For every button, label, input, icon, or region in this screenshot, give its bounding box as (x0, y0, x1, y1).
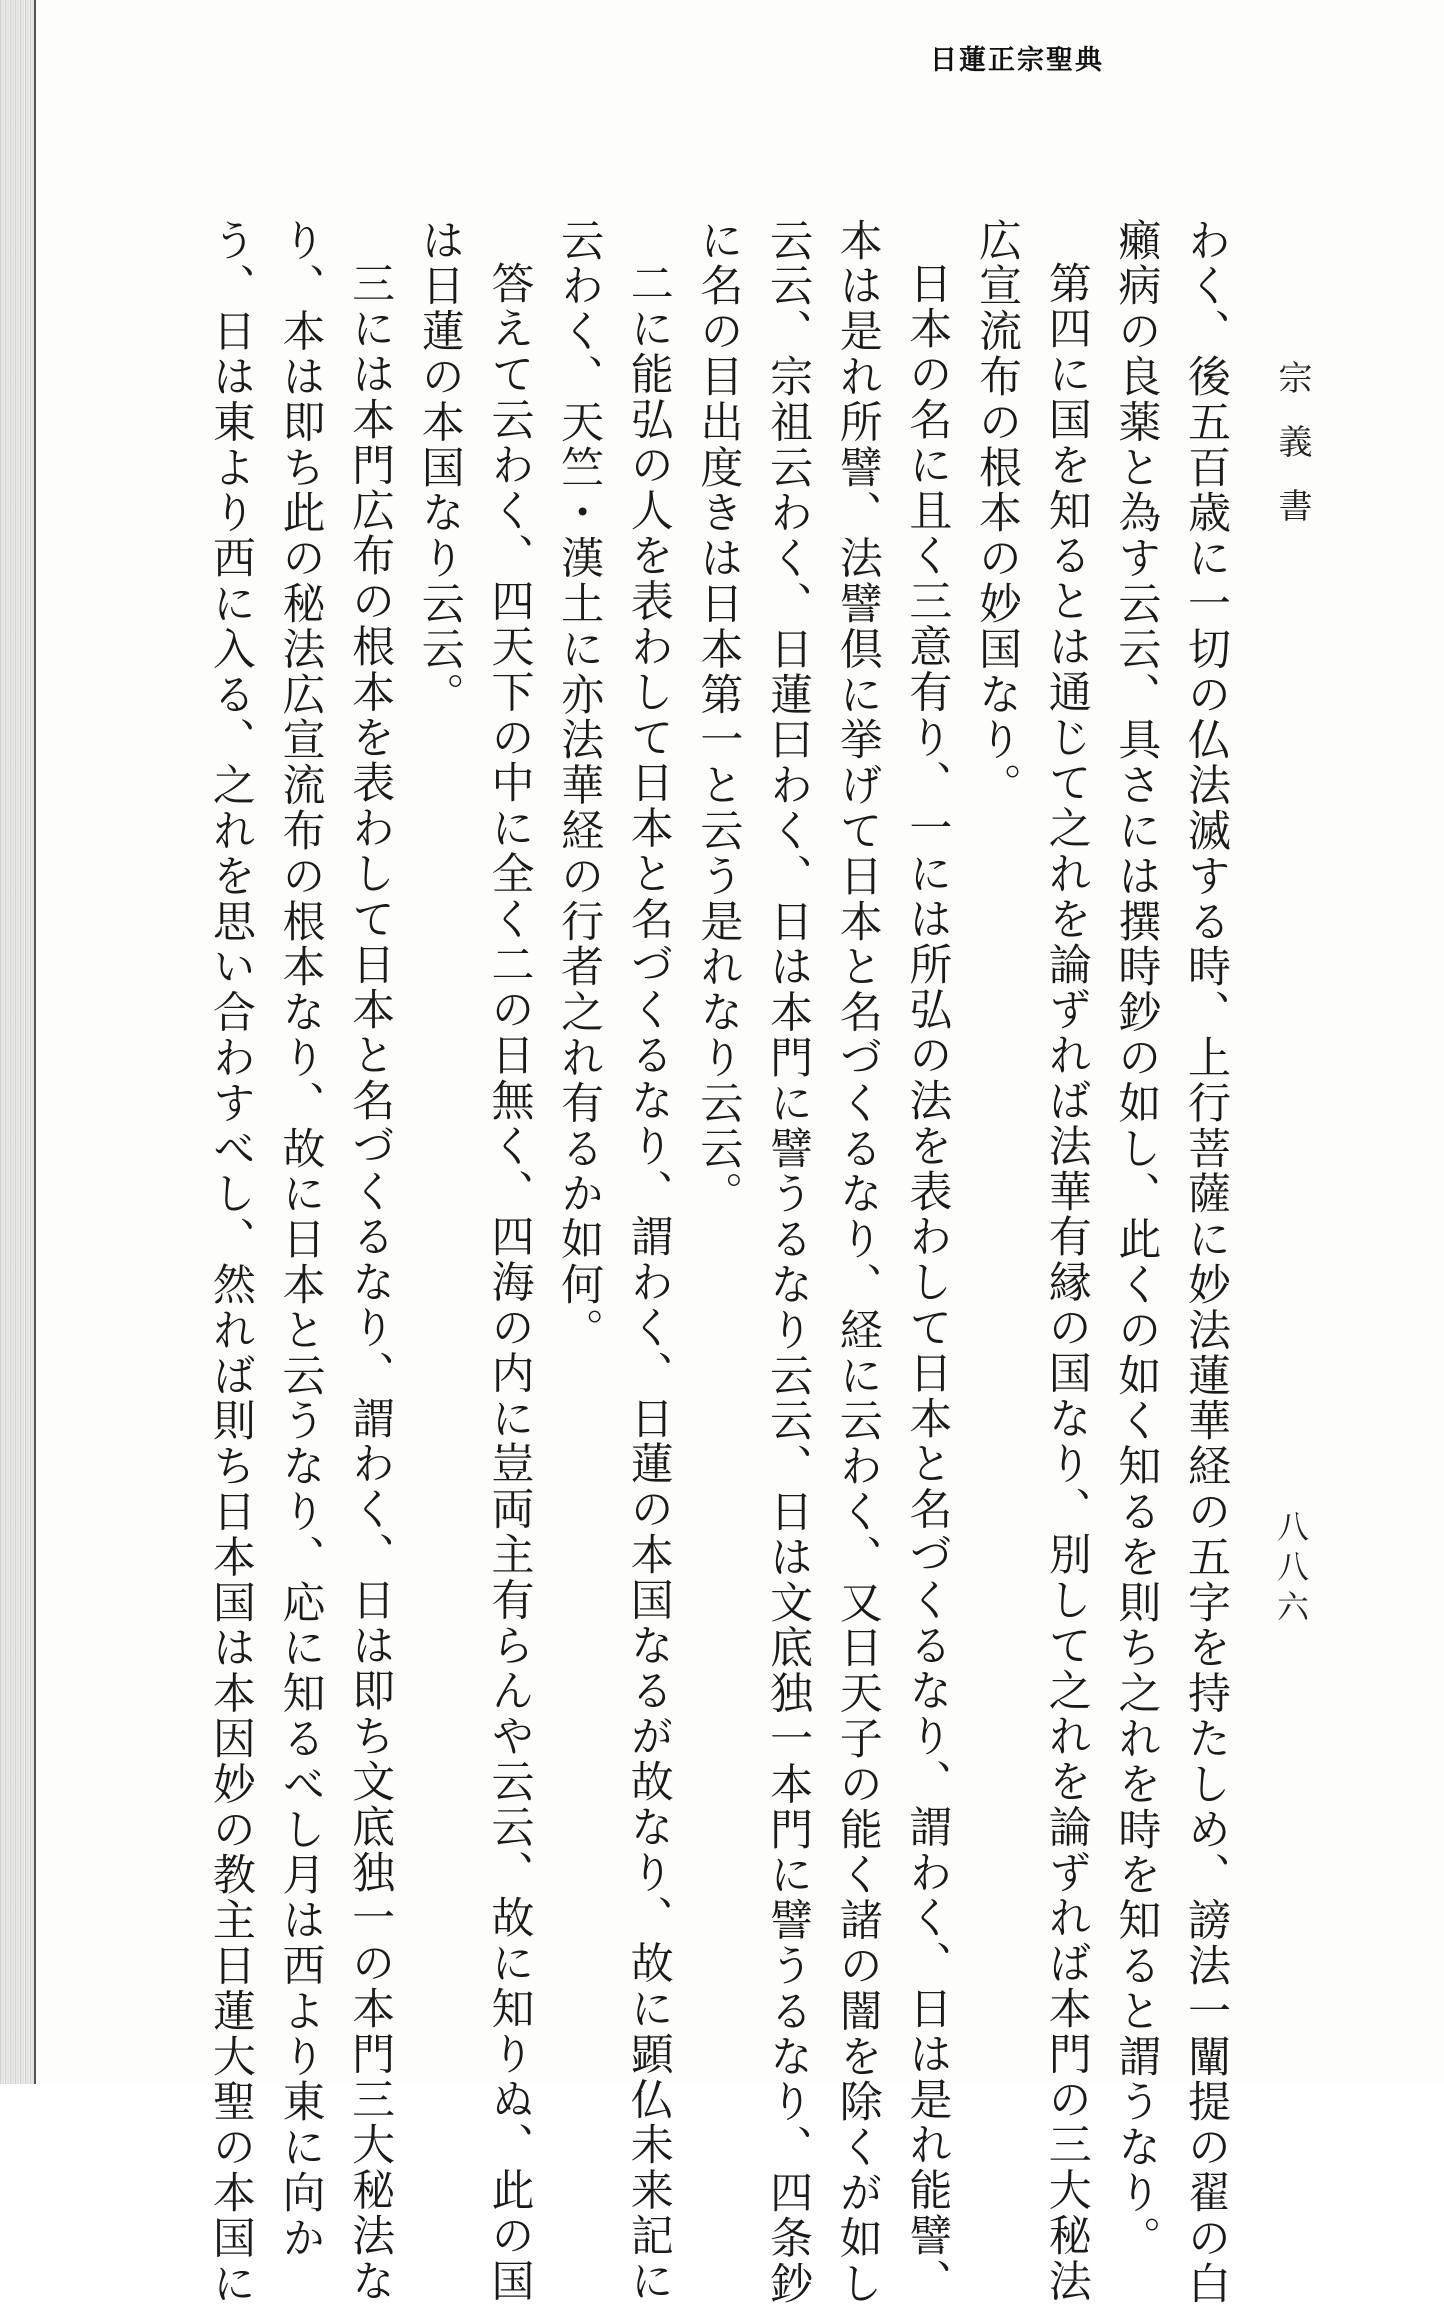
section-title: 宗義書 (1272, 360, 1312, 552)
text-column: 云云、宗祖云わく、日蓮曰わく、日は本門に譬うるなり云云、日は文底独一本門に譬うるなり、四条鈔 (763, 218, 814, 2306)
binding-shadow (0, 0, 34, 2084)
binding-line (34, 0, 36, 2084)
text-column: わく、後五百歳に一切の仏法滅する時、上行菩薩に妙法蓮華経の五字を持たしめ、謗法一闡提の翟の白 (1181, 218, 1231, 2306)
text-column: 癩病の良薬と為す云云、具さには撰時鈔の如し、此くの如く知るを則ち之れを時を知ると謂うなり。 (1111, 218, 1162, 2261)
text-column: り、本は即ち此の秘法広宣流布の根本なり、故に日本と云うなり、応に知るべし月は西より東に向か (275, 218, 326, 2261)
text-column: 云わく、天竺・漢土に亦法華経の行者之れ有るか如何。 (554, 218, 605, 1353)
text-column: 三には本門広布の根本を表わして日本と名づくるなり、謂わく、日は即ち文底独一の本門三大秘法な (345, 261, 396, 2304)
text-column: 答えて云わく、四天下の中に全く二の日無く、四海の内に豈両主有らんや云云、故に知りぬ、此の国 (484, 261, 535, 2304)
text-column: う、日は東より西に入る、之れを思い合わすべし、然れば則ち日本国は本因妙の教主日蓮大聖の本国に (205, 218, 256, 2306)
text-column: 本は是れ所譬、法譬倶に挙げて日本と名づくるなり、経に云わく、又日天子の能く諸の闇を除くが如し (832, 218, 883, 2306)
text-column: 日本の名に且く三意有り、一には所弘の法を表わして日本と名づくるなり、謂わく、日は是れ能譬、 (902, 261, 953, 2304)
text-column: は日蓮の本国なり云云。 (414, 218, 465, 718)
running-head: 日蓮正宗聖典 (930, 45, 1104, 76)
text-column: 広宣流布の根本の妙国なり。 (972, 218, 1023, 809)
text-column: 第四に国を知るとは通じて之れを論ずれば法華有縁の国なり、別して之れを論ずれば本門の三大秘法 (1041, 261, 1092, 2304)
body-text (180, 218, 1240, 2306)
text-column: 二に能弘の人を表わして日本と名づくるなり、謂わく、日蓮の本国なるが故なり、故に顕仏未来記に (623, 261, 674, 2304)
page-number: 八八六 (1272, 1510, 1310, 1630)
text-column: に名の目出度きは日本第一と云う是れなり云云。 (693, 218, 744, 1217)
